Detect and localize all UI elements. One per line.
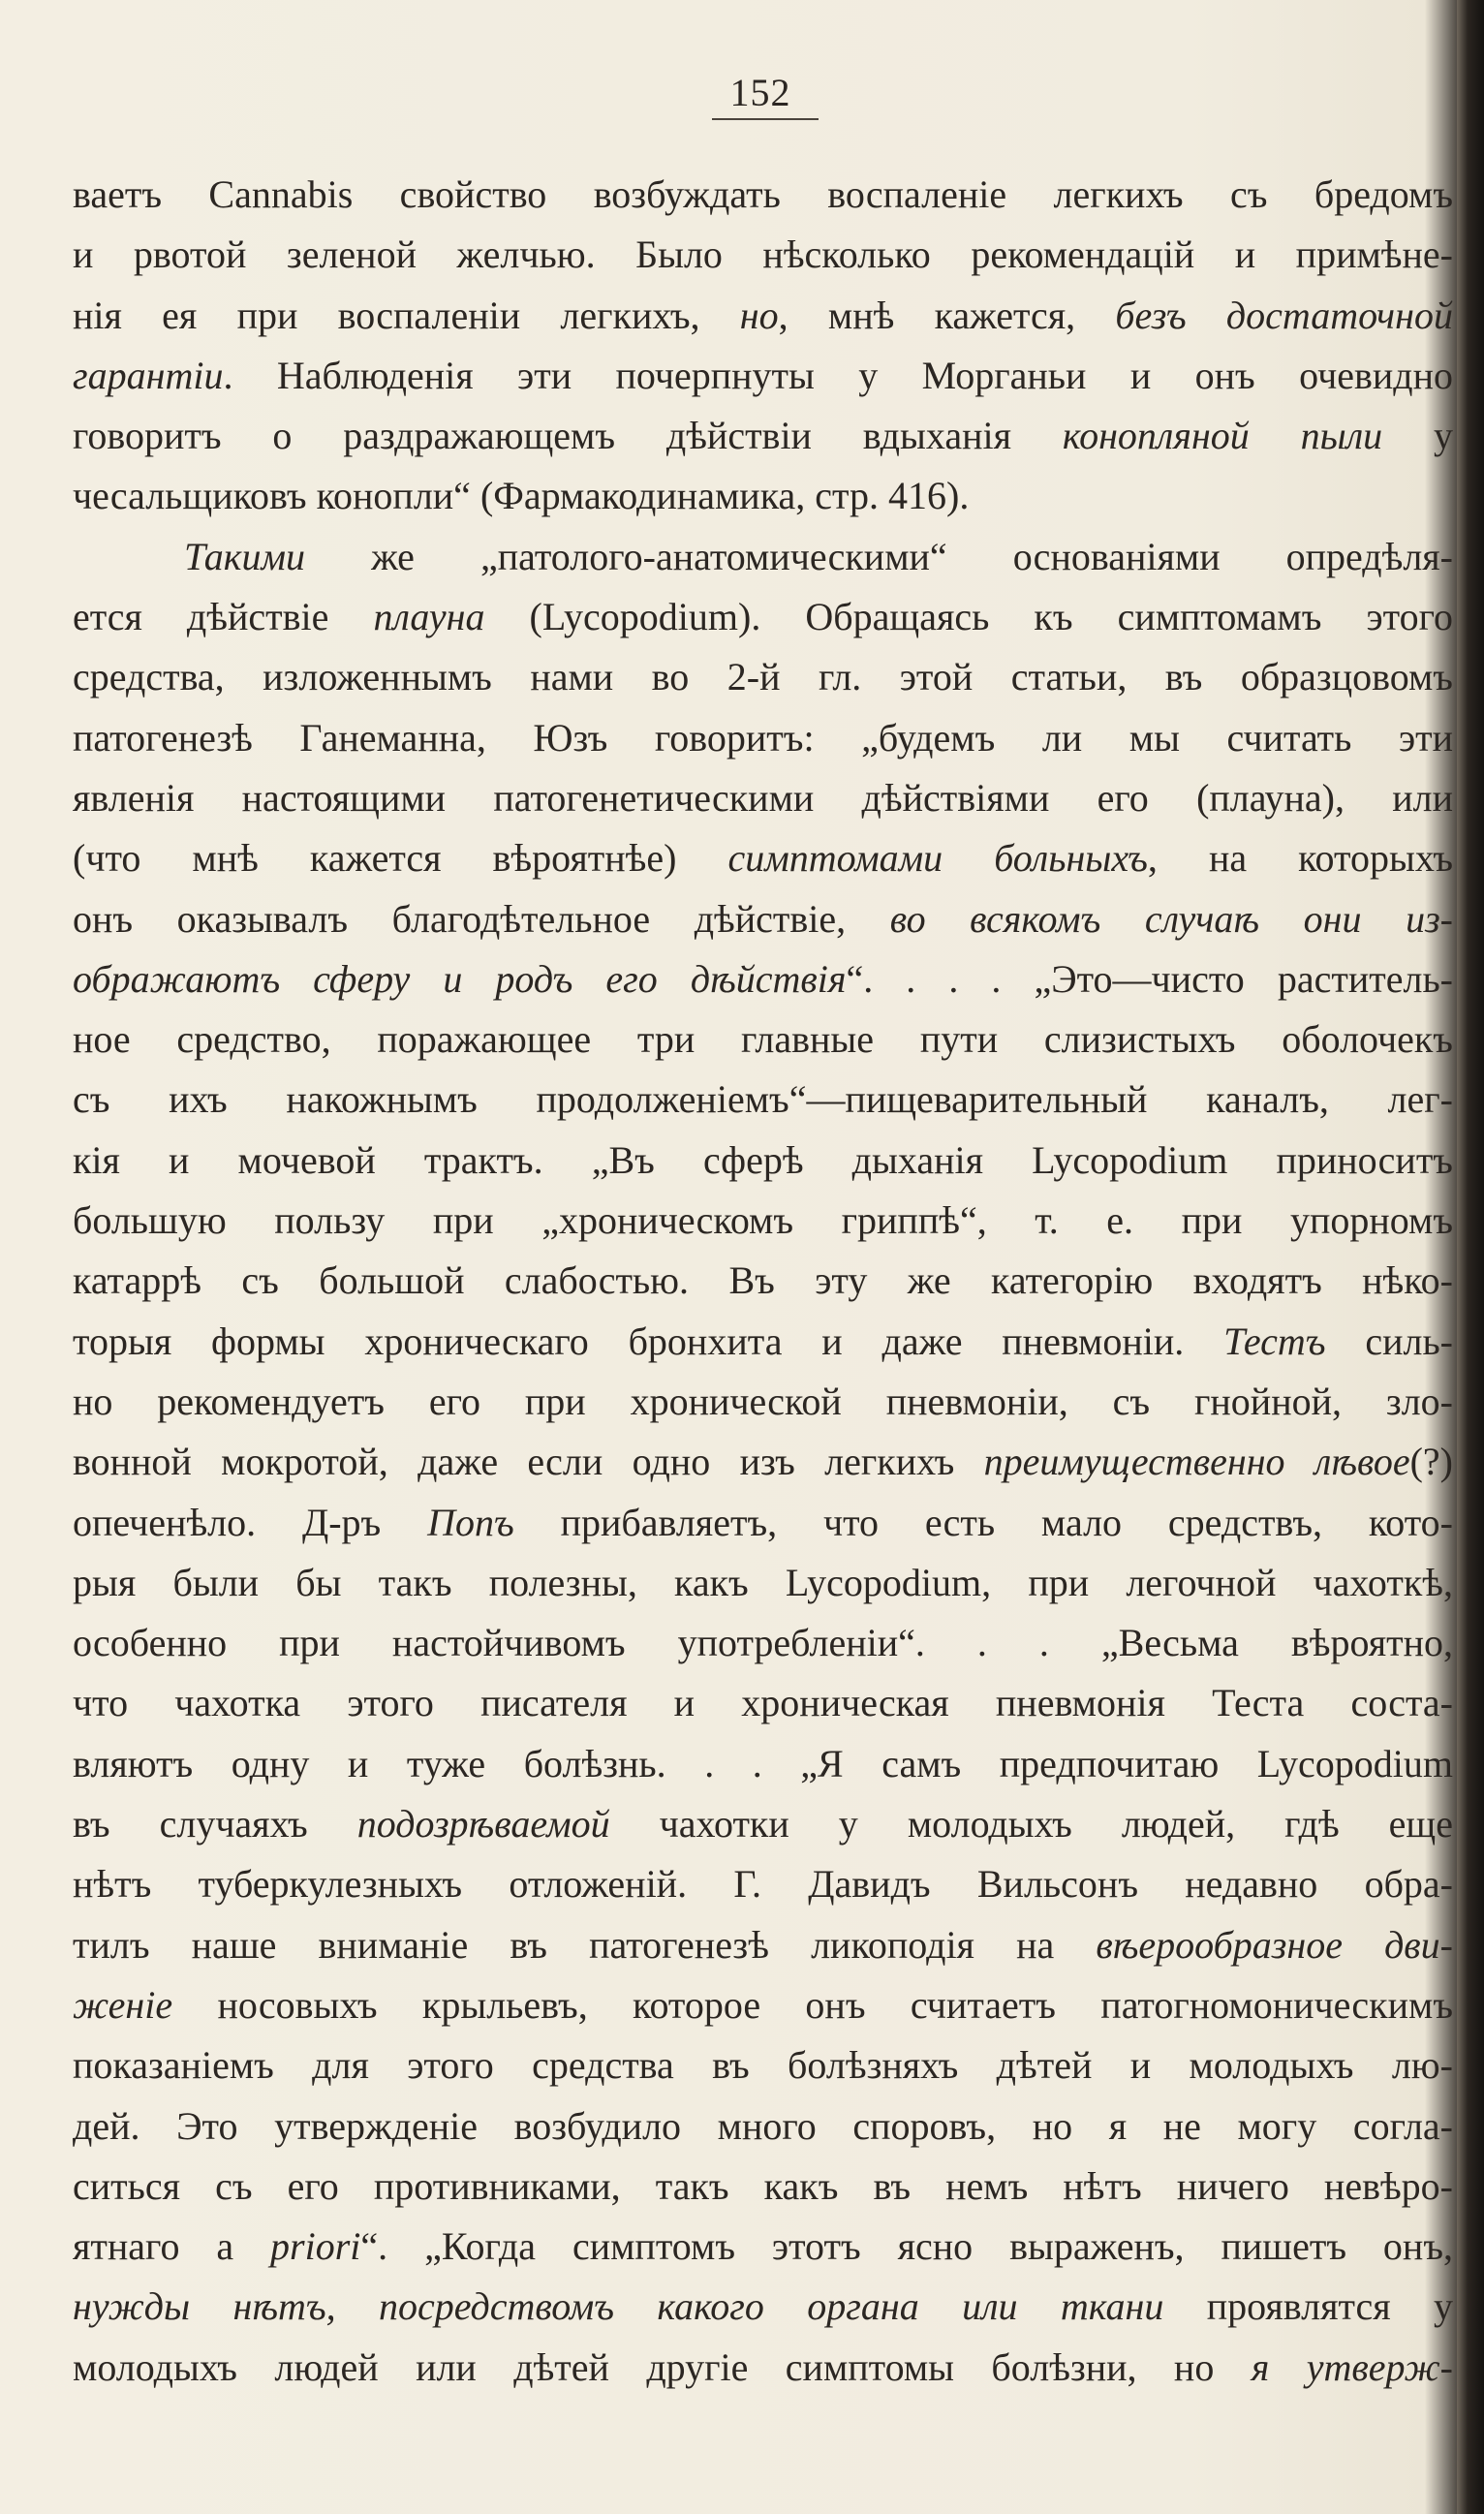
text-line	[73, 1009, 1453, 1070]
text-line	[73, 527, 1453, 587]
italic-text: Попъ	[427, 1500, 514, 1544]
text-line	[73, 768, 1453, 828]
page-number-underline	[712, 118, 819, 120]
text-line	[73, 1915, 1453, 1975]
text-line	[73, 1553, 1453, 1613]
text-line	[73, 949, 1453, 1009]
text-line	[73, 2338, 1453, 2398]
text-line	[73, 1734, 1453, 1794]
text-run: тилъ наше вниманіе въ патогенезѣ ликоподія на	[73, 1922, 1097, 1967]
text-run: , на которыхъ	[1147, 836, 1453, 881]
text-run: же „патолого-анатомическими“ основаніями опредѣля-	[305, 534, 1453, 578]
text-run: . Наблюденія эти почерпнуты у Морганьи и онъ очевидно	[223, 353, 1453, 397]
text-line	[73, 346, 1453, 406]
text-line	[73, 647, 1453, 707]
text-run: говоритъ о раздражающемъ дѣйствіи вдыханія	[73, 414, 1063, 458]
text-line	[73, 1131, 1453, 1191]
text-run: ситься съ его противниками, такъ какъ въ немъ нѣтъ ничего невѣро-	[73, 2163, 1453, 2208]
text-run: что чахотка этого писателя и хроническая пневмонія Теста соста-	[73, 1681, 1453, 1725]
text-run: опеченѣло. Д-ръ	[73, 1500, 428, 1544]
text-run: съ ихъ накожнымъ продолженіемъ“—пищеварительный каналъ, лег-	[73, 1077, 1453, 1122]
text-run: ятнаго a	[73, 2224, 271, 2269]
italic-text: симптомами больныхъ	[727, 836, 1148, 881]
text-line	[73, 828, 1453, 888]
text-line	[73, 1975, 1453, 2035]
text-run: “. . . . „Это—чисто раститель-	[846, 956, 1453, 1001]
text-line	[73, 2217, 1453, 2277]
italic-text: нужды нѣтъ, посредствомъ какого органа или ткани	[73, 2284, 1164, 2329]
text-line	[73, 1673, 1453, 1733]
text-run: вляютъ одну и туже болѣзнь. . . „Я самъ предпочитаю Lycopodium	[73, 1741, 1453, 1785]
page-number: 152	[729, 71, 791, 114]
text-line	[73, 1251, 1453, 1311]
italic-text: priori	[270, 2224, 361, 2269]
text-run: (что мнѣ кажется вѣроятнѣе)	[73, 836, 728, 881]
text-run: молодыхъ людей или дѣтей другіе симптомы болѣзни, но	[73, 2344, 1252, 2389]
text-run: торыя формы хроническаго бронхита и даже пневмоніи.	[73, 1319, 1224, 1363]
text-line	[73, 2035, 1453, 2095]
text-run: у	[1382, 414, 1453, 458]
text-line	[73, 1070, 1453, 1130]
text-run: явленія настоящими патогенетическими дѣйствіями его (плауна), или	[73, 775, 1453, 820]
text-run: ется дѣйствіе	[73, 595, 374, 639]
text-line	[73, 1312, 1453, 1372]
text-run: но рекомендуетъ его при хронической пневмоніи, съ гнойной, зло-	[73, 1379, 1453, 1423]
text-run: рыя были бы такъ полезны, какъ Lycopodium, при легочной чахоткѣ,	[73, 1560, 1453, 1604]
text-line	[73, 2157, 1453, 2217]
text-run: дей. Это утвержденіе возбудило много споровъ, но я не могу согла-	[73, 2103, 1453, 2148]
italic-text: подозрѣваемой	[356, 1802, 610, 1847]
book-spine-shadow	[1457, 0, 1484, 2514]
italic-text: во всякомъ случаѣ они из-	[889, 896, 1453, 941]
text-run: , мнѣ кажется,	[778, 293, 1116, 337]
text-line	[73, 1854, 1453, 1914]
text-run: въ случаяхъ	[73, 1802, 357, 1847]
text-line	[73, 1372, 1453, 1432]
text-line	[73, 406, 1453, 466]
italic-text: я утверж-	[1251, 2344, 1453, 2389]
text-run: ное средство, поражающее три главные пути слизистыхъ оболочекъ	[73, 1017, 1453, 1062]
text-run: и рвотой зеленой желчью. Было нѣсколько рекомендацій и примѣне-	[73, 233, 1453, 277]
text-run: нѣтъ туберкулезныхъ отложеній. Г. Давидъ Вильсонъ недавно обра-	[73, 1862, 1453, 1907]
text-run: “. „Когда симптомъ этотъ ясно выраженъ, пишетъ онъ,	[360, 2224, 1453, 2269]
italic-text: конопляной пыли	[1062, 414, 1383, 458]
italic-text: безъ достаточной	[1115, 293, 1453, 337]
text-run: большую пользу при „хроническомъ гриппѣ“, т. е. при упорномъ	[73, 1198, 1453, 1243]
italic-text: ображаютъ сферу и родъ его дѣйствія	[73, 956, 847, 1001]
text-line	[73, 1794, 1453, 1854]
text-run: (?)	[1409, 1440, 1453, 1484]
italic-text: женіе	[73, 1982, 173, 2027]
text-line	[73, 466, 1453, 526]
text-line	[73, 2277, 1453, 2337]
text-run: прибавляетъ, что есть мало средствъ, кото-	[513, 1500, 1453, 1544]
text-line	[73, 708, 1453, 768]
italic-text: Такими	[184, 534, 306, 578]
text-run: чахотки у молодыхъ людей, гдѣ еще	[609, 1802, 1453, 1847]
text-line	[73, 1613, 1453, 1673]
text-run: показаніемъ для этого средства въ болѣзняхъ дѣтей и молодыхъ лю-	[73, 2043, 1453, 2088]
text-run: катаррѣ съ большой слабостью. Въ эту же категорію входятъ нѣко-	[73, 1258, 1453, 1303]
text-run: силь-	[1325, 1319, 1453, 1363]
text-run: патогенезѣ Ганеманна, Юзъ говоритъ: „будемъ ли мы считать эти	[73, 715, 1453, 760]
text-line	[73, 889, 1453, 949]
text-run: вонной мокротой, даже если одно изъ легкихъ	[73, 1440, 984, 1484]
text-line	[73, 286, 1453, 346]
text-run: нія ея при воспаленіи легкихъ,	[73, 293, 740, 337]
italic-text: но	[739, 293, 779, 337]
text-line	[73, 2096, 1453, 2157]
body-text	[73, 165, 1453, 2398]
text-run: проявлятся у	[1163, 2284, 1453, 2329]
text-line	[73, 165, 1453, 225]
italic-text: Тестъ	[1223, 1319, 1326, 1363]
text-run: носовыхъ крыльевъ, которое онъ считаетъ патогномоническимъ	[172, 1982, 1453, 2027]
text-run: кія и мочевой трактъ. „Въ сферѣ дыханія Lycopodium приноситъ	[73, 1137, 1453, 1182]
text-run: чесальщиковъ конопли“ (Фармакодинамика, стр. 416).	[73, 474, 970, 518]
italic-text: гарантіи	[73, 353, 224, 397]
text-run: онъ оказывалъ благодѣтельное дѣйствіе,	[73, 896, 890, 941]
italic-text: плауна	[373, 595, 485, 639]
text-line	[73, 1432, 1453, 1492]
text-line	[73, 1191, 1453, 1251]
text-line	[73, 225, 1453, 285]
text-run: ваетъ Cannabis свойство возбуждать воспаленіе легкихъ съ бредомъ	[73, 172, 1453, 216]
italic-text: преимущественно лѣвое	[983, 1440, 1410, 1484]
text-run: особенно при настойчивомъ употребленіи“. . . „Весьма вѣроятно,	[73, 1621, 1453, 1665]
text-line	[73, 1493, 1453, 1553]
italic-text: вѣерообразное дви-	[1096, 1922, 1453, 1967]
text-run: средства, изложеннымъ нами во 2-й гл. этой статьи, въ образцовомъ	[73, 655, 1453, 699]
text-line	[73, 587, 1453, 647]
text-run: (Lycopodium). Обращаясь къ симптомамъ этого	[484, 595, 1453, 639]
